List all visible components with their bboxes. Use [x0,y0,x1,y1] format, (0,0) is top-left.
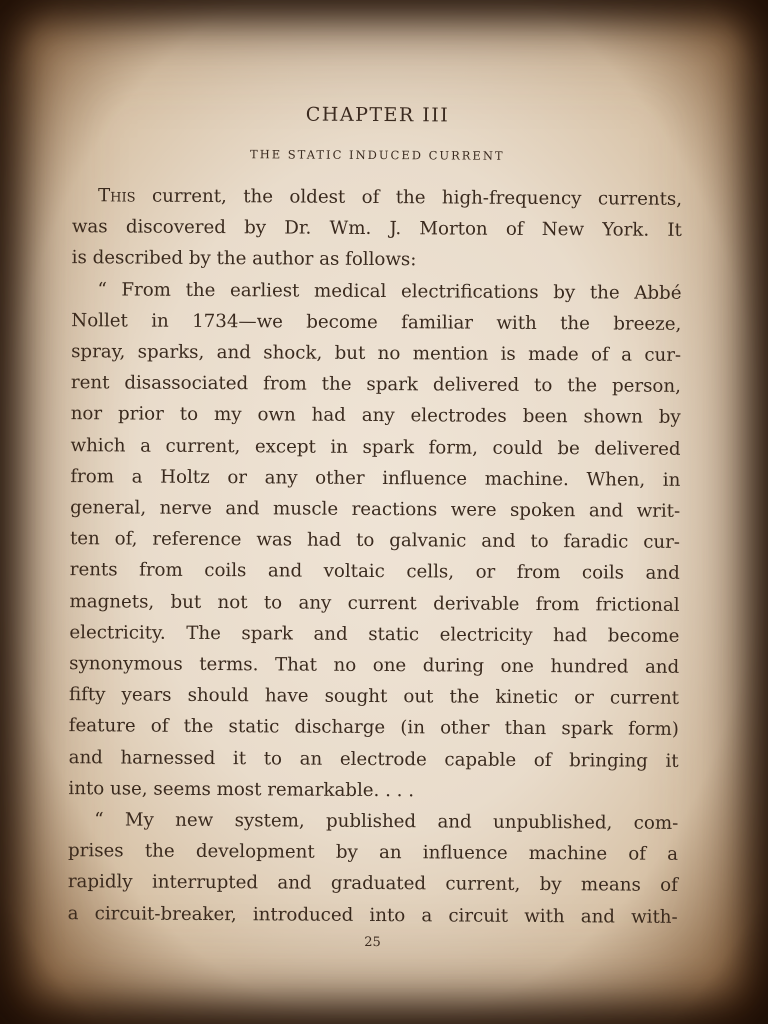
book-page [67,94,682,978]
text-line: rents from coils and voltaic cells, or from coils and [69,559,680,585]
chapter-subtitle: THE STATIC INDUCED CURRENT [250,147,505,163]
text-line: “ My new system, published and unpublished, com- [94,809,679,834]
text-line: rent disassociated from the spark delivered to the person, [70,372,681,398]
text-line: Nollet in 1734—we become familiar with the breeze, [71,309,682,335]
text-line: “ From the earliest medical electrifications by the Abbé [97,278,682,304]
text-line: synonymous terms. That no one during one hundred and [69,653,680,678]
body-text [68,180,683,933]
text-line: magnets, but not to any current derivable from frictional [69,590,680,616]
text-line: and harnessed it to an electrode capable of bringing it [68,746,679,772]
text-line: spray, sparks, and shock, but no mention is made of a cur- [71,341,682,366]
text-line: electricity. The spark and static electricity had become [69,621,680,647]
text-line: a circuit-breaker, introduced into a circuit with and with- [67,902,678,928]
text-line: nor prior to my own had any electrodes been shown by [70,403,681,429]
lead-word: This [98,185,136,207]
text-line: is described by the author as follows: [71,247,417,271]
text-line: rapidly interrupted and graduated current, by means of [67,871,678,897]
text-line: prises the development by an influence machine of a [68,840,679,866]
text-line: feature of the static discharge (in other than spark form) [68,715,679,741]
page-number: 25 [364,934,381,950]
text-line-content: current, the oldest of the high-frequency currents, [135,185,683,210]
text-line: fifty years should have sought out the kinetic or current [68,684,680,710]
text-line: from a Holtz or any other influence machine. When, in [70,465,681,491]
text-line: ten of, reference was had to galvanic and to faradic cur- [69,528,681,554]
text-line: general, nerve and muscle reactions were spoken and writ- [70,497,681,522]
text-line: into use, seems most remarkable. . . . [68,777,415,802]
text-line [72,180,682,215]
text-line: was discovered by Dr. Wm. J. Morton of New York. It [71,216,682,242]
chapter-title: CHAPTER III [305,103,450,127]
text-line: which a current, except in spark form, could be delivered [70,434,681,460]
